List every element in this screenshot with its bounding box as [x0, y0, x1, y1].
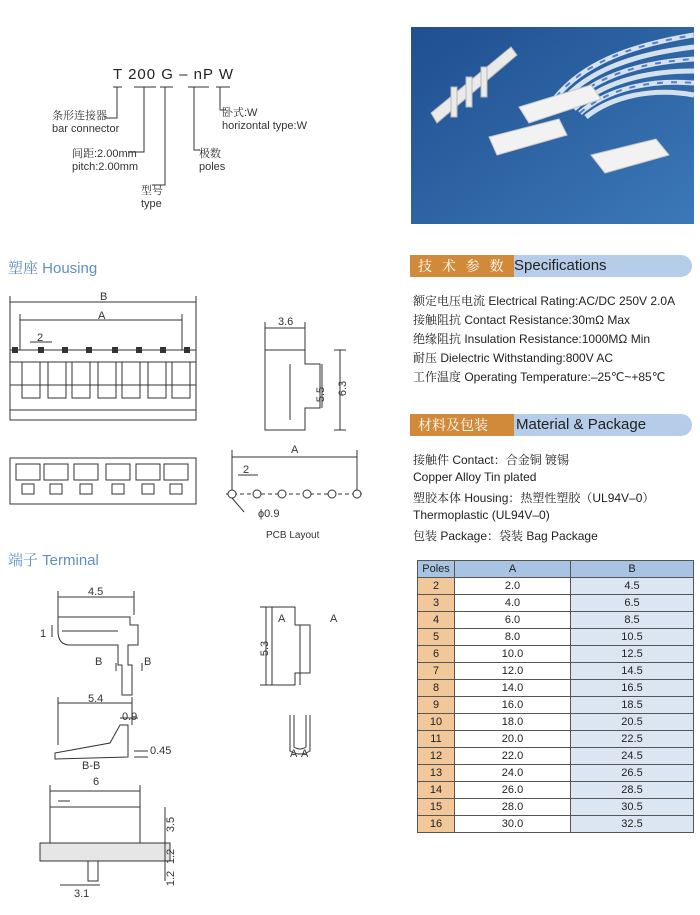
cell-poles: 13	[418, 765, 455, 782]
pcb-dim-a: A	[291, 444, 299, 456]
t-b-right: B	[144, 656, 152, 668]
pcb-hole-dia: ϕ0.9	[258, 508, 280, 520]
cell-b: 28.5	[571, 782, 694, 799]
material-line-copper: Copper Alloy Tin plated	[413, 470, 537, 484]
t-dim-4-5: 4.5	[88, 586, 104, 598]
t-dim-1-2a: 1.2	[165, 848, 178, 865]
cell-b: 18.5	[571, 697, 694, 714]
table-row	[418, 612, 694, 629]
cell-poles: 5	[418, 629, 455, 646]
cell-poles: 7	[418, 663, 455, 680]
dim-width: 3.6	[278, 316, 294, 328]
t-a-right: A	[330, 613, 338, 625]
code-t: T	[113, 66, 123, 83]
cell-b: 30.5	[571, 799, 694, 816]
t-b-left: B	[95, 656, 103, 668]
material-line-contact: 接触件 Contact：合金铜 镀锡	[413, 453, 570, 467]
table-row	[418, 663, 694, 680]
spec-line-temperature: 工作温度 Operating Temperature:–25℃~+85℃	[413, 370, 666, 384]
t-dim-5-3: 5.3	[259, 640, 272, 657]
pitch-label: 间距:2.00mm pitch:2.00mm	[72, 148, 139, 173]
terminal-title: 端子 Terminal	[8, 552, 99, 569]
cell-a: 30.0	[455, 816, 571, 833]
specs-tab: 技 术 参 数	[410, 255, 514, 277]
t-dim-3-1: 3.1	[74, 888, 90, 900]
product-photo	[411, 27, 694, 224]
cell-a: 18.0	[455, 714, 571, 731]
material-title: Material & Package	[516, 416, 647, 433]
code-dash: –	[179, 66, 189, 83]
cell-a: 20.0	[455, 731, 571, 748]
cell-a: 26.0	[455, 782, 571, 799]
material-tab: 材料及包装	[410, 414, 514, 436]
t-dim-1-2b: 1.2	[165, 870, 178, 887]
spec-line-rating: 额定电压电流 Electrical Rating:AC/DC 250V 2.0A	[413, 294, 676, 308]
cell-poles: 14	[418, 782, 455, 799]
cell-poles: 16	[418, 816, 455, 833]
pcb-layout-label: PCB Layout	[266, 530, 320, 541]
table-row	[418, 595, 694, 612]
table-row	[418, 765, 694, 782]
cell-a: 10.0	[455, 646, 571, 663]
cell-a: 24.0	[455, 765, 571, 782]
cell-poles: 12	[418, 748, 455, 765]
cell-b: 10.5	[571, 629, 694, 646]
t-dim-0-9: 0.9	[122, 711, 138, 723]
t-dim-5-4: 5.4	[88, 693, 104, 705]
table-row	[418, 646, 694, 663]
header-a: A	[455, 561, 571, 578]
table-row	[418, 799, 694, 816]
cell-poles: 15	[418, 799, 455, 816]
cell-a: 22.0	[455, 748, 571, 765]
dim-h1: 5.5	[315, 386, 328, 403]
pcb-dim-pitch: 2	[243, 464, 250, 476]
code-number: 200	[128, 66, 157, 83]
cell-b: 8.5	[571, 612, 694, 629]
cell-poles: 10	[418, 714, 455, 731]
code-g: G	[161, 66, 174, 83]
dim-b: B	[100, 291, 108, 303]
aa-label: A-A	[290, 748, 309, 760]
cell-poles: 8	[418, 680, 455, 697]
cell-b: 32.5	[571, 816, 694, 833]
specs-title: Specifications	[514, 257, 607, 274]
cell-a: 6.0	[455, 612, 571, 629]
poles-table	[417, 560, 694, 833]
t-dim-6: 6	[93, 776, 100, 788]
cell-a: 28.0	[455, 799, 571, 816]
housing-drawing	[0, 280, 400, 550]
bar-connector-label: 条形连接器 bar connector	[52, 110, 120, 135]
code-np: nP	[193, 66, 214, 83]
cell-b: 20.5	[571, 714, 694, 731]
t-dim-1: 1	[40, 628, 47, 640]
poles-label: 极数 poles	[199, 148, 226, 173]
cell-b: 26.5	[571, 765, 694, 782]
spec-line-contact: 接触阻抗 Contact Resistance:30mΩ Max	[413, 313, 631, 327]
table-row	[418, 578, 694, 595]
cell-a: 2.0	[455, 578, 571, 595]
table-row	[418, 680, 694, 697]
spec-line-dielectric: 耐压 Dielectric Withstanding:800V AC	[413, 351, 614, 365]
cell-a: 14.0	[455, 680, 571, 697]
cell-a: 16.0	[455, 697, 571, 714]
table-row	[418, 748, 694, 765]
cell-b: 4.5	[571, 578, 694, 595]
t-dim-3-5: 3.5	[165, 816, 178, 833]
t-a-left: A	[278, 613, 286, 625]
cell-b: 22.5	[571, 731, 694, 748]
table-row	[418, 782, 694, 799]
cell-poles: 4	[418, 612, 455, 629]
material-line-housing: 塑胶本体 Housing：热塑性塑胶（UL94V–0）	[413, 491, 655, 505]
cell-poles: 11	[418, 731, 455, 748]
cell-b: 16.5	[571, 680, 694, 697]
material-line-thermoplastic: Thermoplastic (UL94V–0)	[413, 508, 550, 522]
table-row	[418, 731, 694, 748]
cell-b: 12.5	[571, 646, 694, 663]
type-label: 型号 type	[141, 185, 163, 210]
table-row	[418, 816, 694, 833]
cell-b: 24.5	[571, 748, 694, 765]
cell-poles: 6	[418, 646, 455, 663]
header-b: B	[571, 561, 694, 578]
horizontal-type-label: 卧式:W horizontal type:W	[222, 107, 307, 132]
dim-a: A	[98, 310, 106, 322]
material-line-package: 包装 Package：袋装 Bag Package	[413, 529, 598, 543]
dim-h2: 6.3	[337, 380, 350, 397]
t-dim-0-45: 0.45	[150, 745, 172, 757]
code-w: W	[218, 66, 235, 83]
cell-a: 8.0	[455, 629, 571, 646]
cell-poles: 3	[418, 595, 455, 612]
table-row	[418, 714, 694, 731]
cell-b: 14.5	[571, 663, 694, 680]
table-header-row	[418, 561, 694, 578]
cell-poles: 2	[418, 578, 455, 595]
cell-a: 12.0	[455, 663, 571, 680]
table-row	[418, 697, 694, 714]
bb-label: B-B	[82, 760, 101, 772]
cell-poles: 9	[418, 697, 455, 714]
table-row	[418, 629, 694, 646]
dim-pitch: 2	[37, 332, 44, 344]
housing-title: 塑座 Housing	[8, 260, 98, 277]
spec-line-insulation: 绝缘阻抗 Insulation Resistance:1000MΩ Min	[413, 332, 651, 346]
cell-b: 6.5	[571, 595, 694, 612]
cell-a: 4.0	[455, 595, 571, 612]
terminal-drawing	[0, 575, 400, 895]
header-poles: Poles	[418, 561, 455, 578]
